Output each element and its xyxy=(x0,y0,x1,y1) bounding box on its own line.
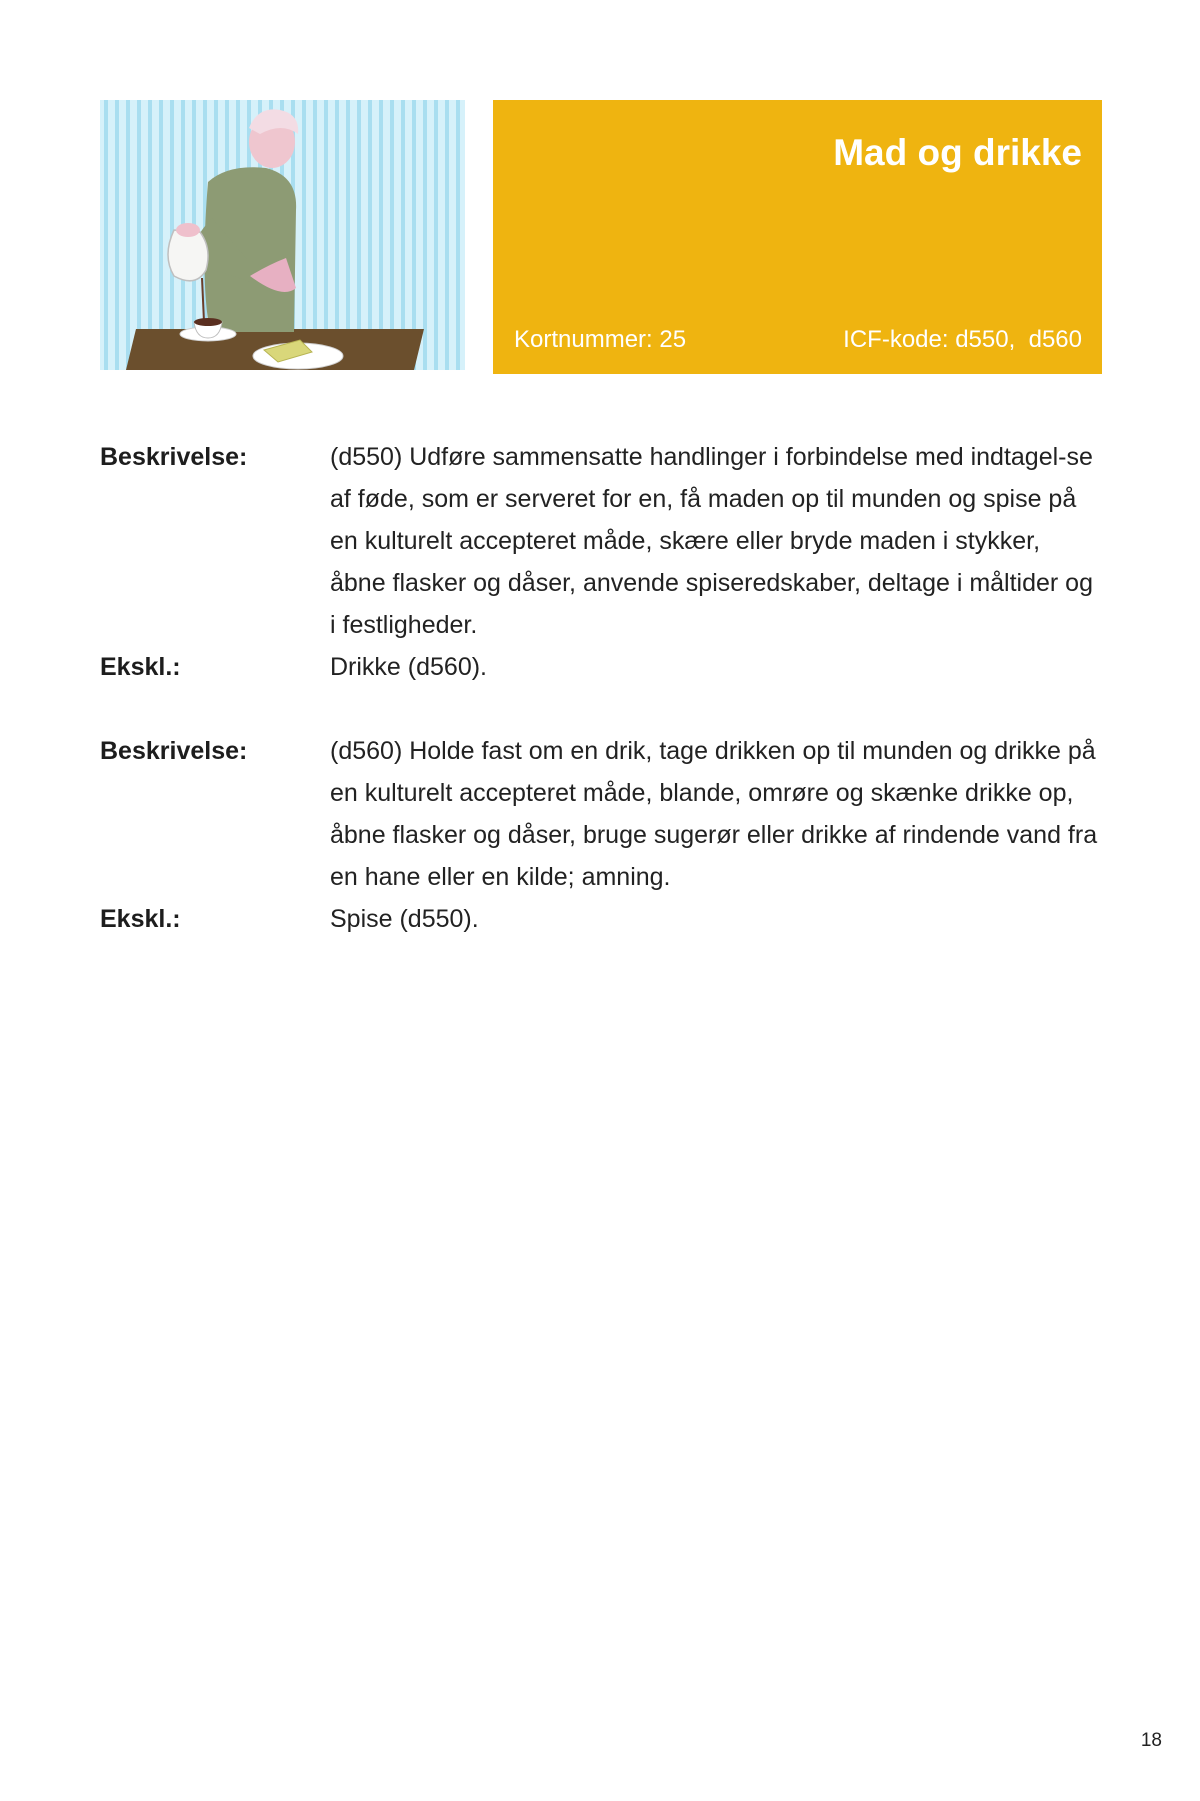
icf-code: ICF-kode: d550, d560 xyxy=(843,326,1082,353)
description-entry xyxy=(100,730,1102,898)
description-label: Beskrivelse: xyxy=(100,443,248,471)
card-content xyxy=(100,436,1102,940)
card-header xyxy=(493,100,1102,374)
person-pouring-drink-illustration xyxy=(100,100,465,370)
card-number: Kortnummer: 25 xyxy=(514,326,687,353)
description-text: (d550) Udføre sammensatte handlinger i forbindelse med indtagel-se af føde, som er serveret for en, få maden op til munden og spise på en kulturelt accepteret måde, skære eller bryde maden i stykker, åbne flasker og dåser, anvende spiseredskaber, deltage i måltider og i festligheder. xyxy=(330,443,1093,639)
exclusion-label: Ekskl.: xyxy=(100,905,181,933)
exclusion-text: Drikke (d560). xyxy=(330,653,487,681)
wallpaper-stripe xyxy=(445,100,449,370)
wallpaper-stripe xyxy=(104,100,108,370)
description-entry xyxy=(100,436,1102,646)
exclusion-entry xyxy=(100,646,1102,688)
illustration-drawing xyxy=(100,100,465,370)
card-title: Mad og drikke xyxy=(833,132,1082,173)
wallpaper-stripe xyxy=(126,100,130,370)
description-text: (d560) Holde fast om en drik, tage drikken op til munden og drikke på en kulturelt accepteret måde, blande, omrøre og skænke drikke op, åbne flasker og dåser, bruge sugerør eller drikke af rindende vand fra en hane eller en kilde; amning. xyxy=(330,737,1098,891)
page-number: 18 xyxy=(1140,1730,1162,1751)
wallpaper-stripe xyxy=(115,100,119,370)
wallpaper-stripe xyxy=(434,100,438,370)
description-label: Beskrivelse: xyxy=(100,737,248,765)
section-gap xyxy=(100,688,1102,730)
wallpaper-stripe xyxy=(456,100,460,370)
exclusion-label: Ekskl.: xyxy=(100,653,181,681)
exclusion-text: Spise (d550). xyxy=(330,905,479,933)
exclusion-entry xyxy=(100,898,1102,940)
